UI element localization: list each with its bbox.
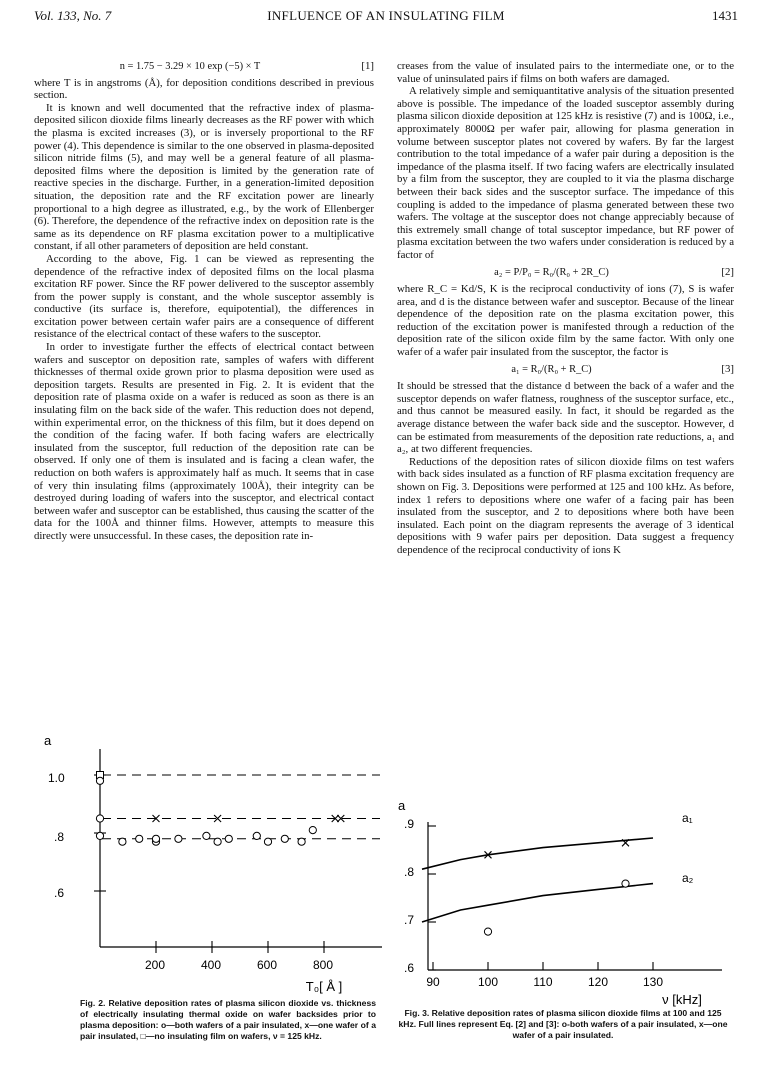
data-point-circle <box>96 777 103 784</box>
fig2-x-label: T₀[ Å ] <box>305 979 343 994</box>
data-point-circle <box>253 832 260 839</box>
fig3-tick-label: 90 <box>426 975 440 989</box>
fig3-tick-label: 100 <box>477 975 499 989</box>
fig3-x-label: ν [kHz] <box>662 992 702 1007</box>
paragraph: In order to investigate further the effects of electrical contact between wafers and susceptor on deposition rate, samples of wafers with different thicknesses of thermal oxide grown prior to plasma deposition were used as deposition targets. Results are presented in Fig. 2. It is evident that the deposition rate of plasma oxide on a wafer is reduced as soon as there is an insulating film on the back side of the wafer. This reduction does not depend, within experimental error, on the thickness of this film, but it does depend on the condition of the facing wafer. If both facing wafers are electrically insulated from the susceptor, full reduction of the deposition rate can be observed. If only one of them is insulated and is facing a clean wafer, the reduction on both wafers is approximately half as much. It seems that in case of very thin insulating films (approximately 100Å), their integrity can be destroyed during loading of wafers into the susceptor, and electrical contact between wafer and susceptor can be established, thus causing the scatter of the data for the 100Å and thinner films. However, attempts to measure this directly were unsuccessful. In these cases, the deposition rate in- <box>34 341 374 542</box>
equation-2-expression: a₂ = P/P₀ = R₀/(R₀ + 2R_C) <box>494 266 609 278</box>
data-point-circle <box>298 838 305 845</box>
data-point-circle <box>119 838 126 845</box>
equation-1 <box>34 60 374 74</box>
figure-3-chart <box>392 790 737 1008</box>
equation-3 <box>397 363 734 377</box>
fig3-tick-label: .7 <box>404 913 415 927</box>
paragraph: Reductions of the deposition rates of silicon dioxide films on test wafers with back sides insulated as a function of RF plasma excitation frequency are shown on Fig. 3. Depositions were performed at 125 and 100 kHz. As before, index 1 refers to depositions where one wafer of a facing pair has been insulated from the susceptor, and 2 to depositions where both have been insulated. Each point on the diagram represents the average of 3 identical depositions with 9 wafer pairs per deposition. Data suggest a frequency dependence of the reciprocal conductivity of ions K <box>397 455 734 556</box>
fig3-series-label-a1: a₁ <box>682 811 693 825</box>
fig3-tick-label: 110 <box>533 975 553 989</box>
data-point-circle <box>175 835 182 842</box>
data-point-circle <box>152 835 159 842</box>
fig3-tick-label: .6 <box>404 961 415 975</box>
fig2-tick-label: 400 <box>200 958 222 972</box>
fig2-tick-label: .8 <box>54 830 65 844</box>
page-number: 1431 <box>712 8 738 23</box>
data-point-circle <box>214 838 221 845</box>
data-point-circle <box>309 827 316 834</box>
equation-2-number: [2] <box>721 265 734 278</box>
fig2-tick-label: 200 <box>144 958 166 972</box>
paragraph: A relatively simple and semiquantitative analysis of the situation presented above is possible. The impedance of the loaded susceptor assembly during plasma silicon dioxide deposition at 125 kHz is resistive (7) and is 100Ω, i.e., approximately 8000Ω per wafer pair, allowing for plasma generation in volume between susceptor plates not covered by wafers. By far the largest contribution to the total impedance of a wafer pair during a deposition is the impedance of the plasma itself. If two facing wafers are electrically insulated by a film from the susceptor, they are coupled to it via the plasma discharge between their back sides and the susceptor surface. The impedance of this coupling is added to the impedance of plasma generated between these two wafers. The voltage at the susceptor does not change appreciably because of this extremely small change of total susceptor impedance, but RF power of plasma excitation between the two wafers under consideration is reduced by a factor of <box>397 85 734 261</box>
equation-1-number: [1] <box>361 60 374 72</box>
paragraph: It should be stressed that the distance d between the back of a wafer and the susceptor depends on wafer flatness, roughness of the susceptor surface, etc., and thus cannot be measured easily. In fact, it should be regarded as the average distance between the wafer back side and the susceptor. However, d can be estimated from measurements of the deposition rate reductions, a₁ and a₂, at two different frequencies. <box>397 380 734 456</box>
paragraph: where R_C = Kd/S, K is the reciprocal conductivity of ions (7), S is wafer area, and d is the distance between wafer and susceptor. Because of the linear dependence of the deposition rate on the plasma excitation power, this reduction of the excitation power is manifested through a reduction of the deposition rate of the silicon oxide film by the same factor. With only one wafer of a wafer pair insulated from the susceptor, the factor is <box>397 283 734 359</box>
equation-2 <box>397 266 734 280</box>
fig3-tick-label: 120 <box>587 975 609 989</box>
fig3-tick-label: .9 <box>404 817 415 831</box>
fig2-tick-label: 800 <box>312 958 334 972</box>
data-point-circle <box>264 838 271 845</box>
equation-3-expression: a₁ = R₀/(R₀ + R_C) <box>511 363 592 375</box>
fig3-y-label: a <box>398 798 406 813</box>
data-point-circle <box>96 815 103 822</box>
fig3-tick-label: .8 <box>404 865 415 879</box>
paragraph: According to the above, Fig. 1 can be viewed as representing the dependence of the refractive index of deposited films on the local plasma excitation RF power. Since the RF power delivered to the susceptor assembly from the power supply is constant, and the whole susceptor assembly is conductive (its surface is, therefore, equipotential), the differences in excitation power between certain wafer pairs are a consequence of different resistance of the electrical contact of these wafers to the susceptor. <box>34 252 374 341</box>
fig2-tick-label: 600 <box>256 958 278 972</box>
journal-volume: Vol. 133, No. 7 <box>34 8 112 23</box>
data-point-circle <box>96 832 103 839</box>
data-point-circle <box>622 880 629 887</box>
data-point-circle <box>203 832 210 839</box>
right-text-column <box>397 60 734 557</box>
fig2-tick-label: 1.0 <box>48 771 65 785</box>
running-title: INFLUENCE OF AN INSULATING FILM <box>267 8 505 23</box>
data-point-circle <box>225 835 232 842</box>
fig2-y-label: a <box>44 733 52 748</box>
figure-3-caption: Fig. 3. Relative deposition rates of plasma silicon dioxide films at 100 and 125 kHz. Full lines represent Eq. [2] and [3]: o-both wafers of a pair insulated, x—one wafer of a pair insulated. <box>398 1008 728 1040</box>
fig3-series-label-a2: a₂ <box>682 871 694 885</box>
data-point-circle <box>136 835 143 842</box>
figure-2-chart <box>30 725 390 995</box>
fig3-tick-label: 130 <box>642 975 664 989</box>
fig3-series-line-a2 <box>422 884 653 922</box>
paragraph: where T is in angstroms (Å), for deposition conditions described in previous section. <box>34 76 374 102</box>
figure-2-caption: Fig. 2. Relative deposition rates of plasma silicon dioxide vs. thickness of electrically insulating thermal oxide on wafer backsides prior to plasma deposition: o—both wafers of a pair insulated, x—one wafer of a pair insulated, □—no insulating film on wafers, ν = 125 kHz. <box>80 998 376 1041</box>
fig2-tick-label: .6 <box>54 886 65 900</box>
left-text-column <box>34 60 374 543</box>
equation-1-expression: n = 1.75 − 3.29 × 10 exp (−5) × T <box>119 61 261 72</box>
data-point-circle <box>281 835 288 842</box>
running-header <box>34 8 738 28</box>
paragraph: creases from the value of insulated pairs to the intermediate one, or to the value of uninsulated pairs if films on both wafers are damaged. <box>397 60 734 85</box>
fig3-series-line-a1 <box>422 838 653 869</box>
equation-3-number: [3] <box>721 362 734 375</box>
paragraph: It is known and well documented that the refractive index of plasma-deposited silicon dioxide films linearly decreases as the RF power with which the plasma is excited increases (3), or is inversely proportional to the RF power (4). This dependence is similar to the one observed in plasma-deposited silicon nitride films (5), and may well be a general feature of all plasma-deposited films where the deposition is limited by the generation rate of reactive species in the discharge. Further, in a generation-limited deposition situation, the deposition rate and the RF excitation power are linearly proportional to a high degree as illustrated, e.g., by the work of Ellenberger (6). Therefore, the dependence of the refractive index on deposition rate is the same as its dependence on RF plasma excitation power to a multiplicative constant, if all other parameters of deposition are held constant. <box>34 101 374 253</box>
data-point-circle <box>484 928 491 935</box>
